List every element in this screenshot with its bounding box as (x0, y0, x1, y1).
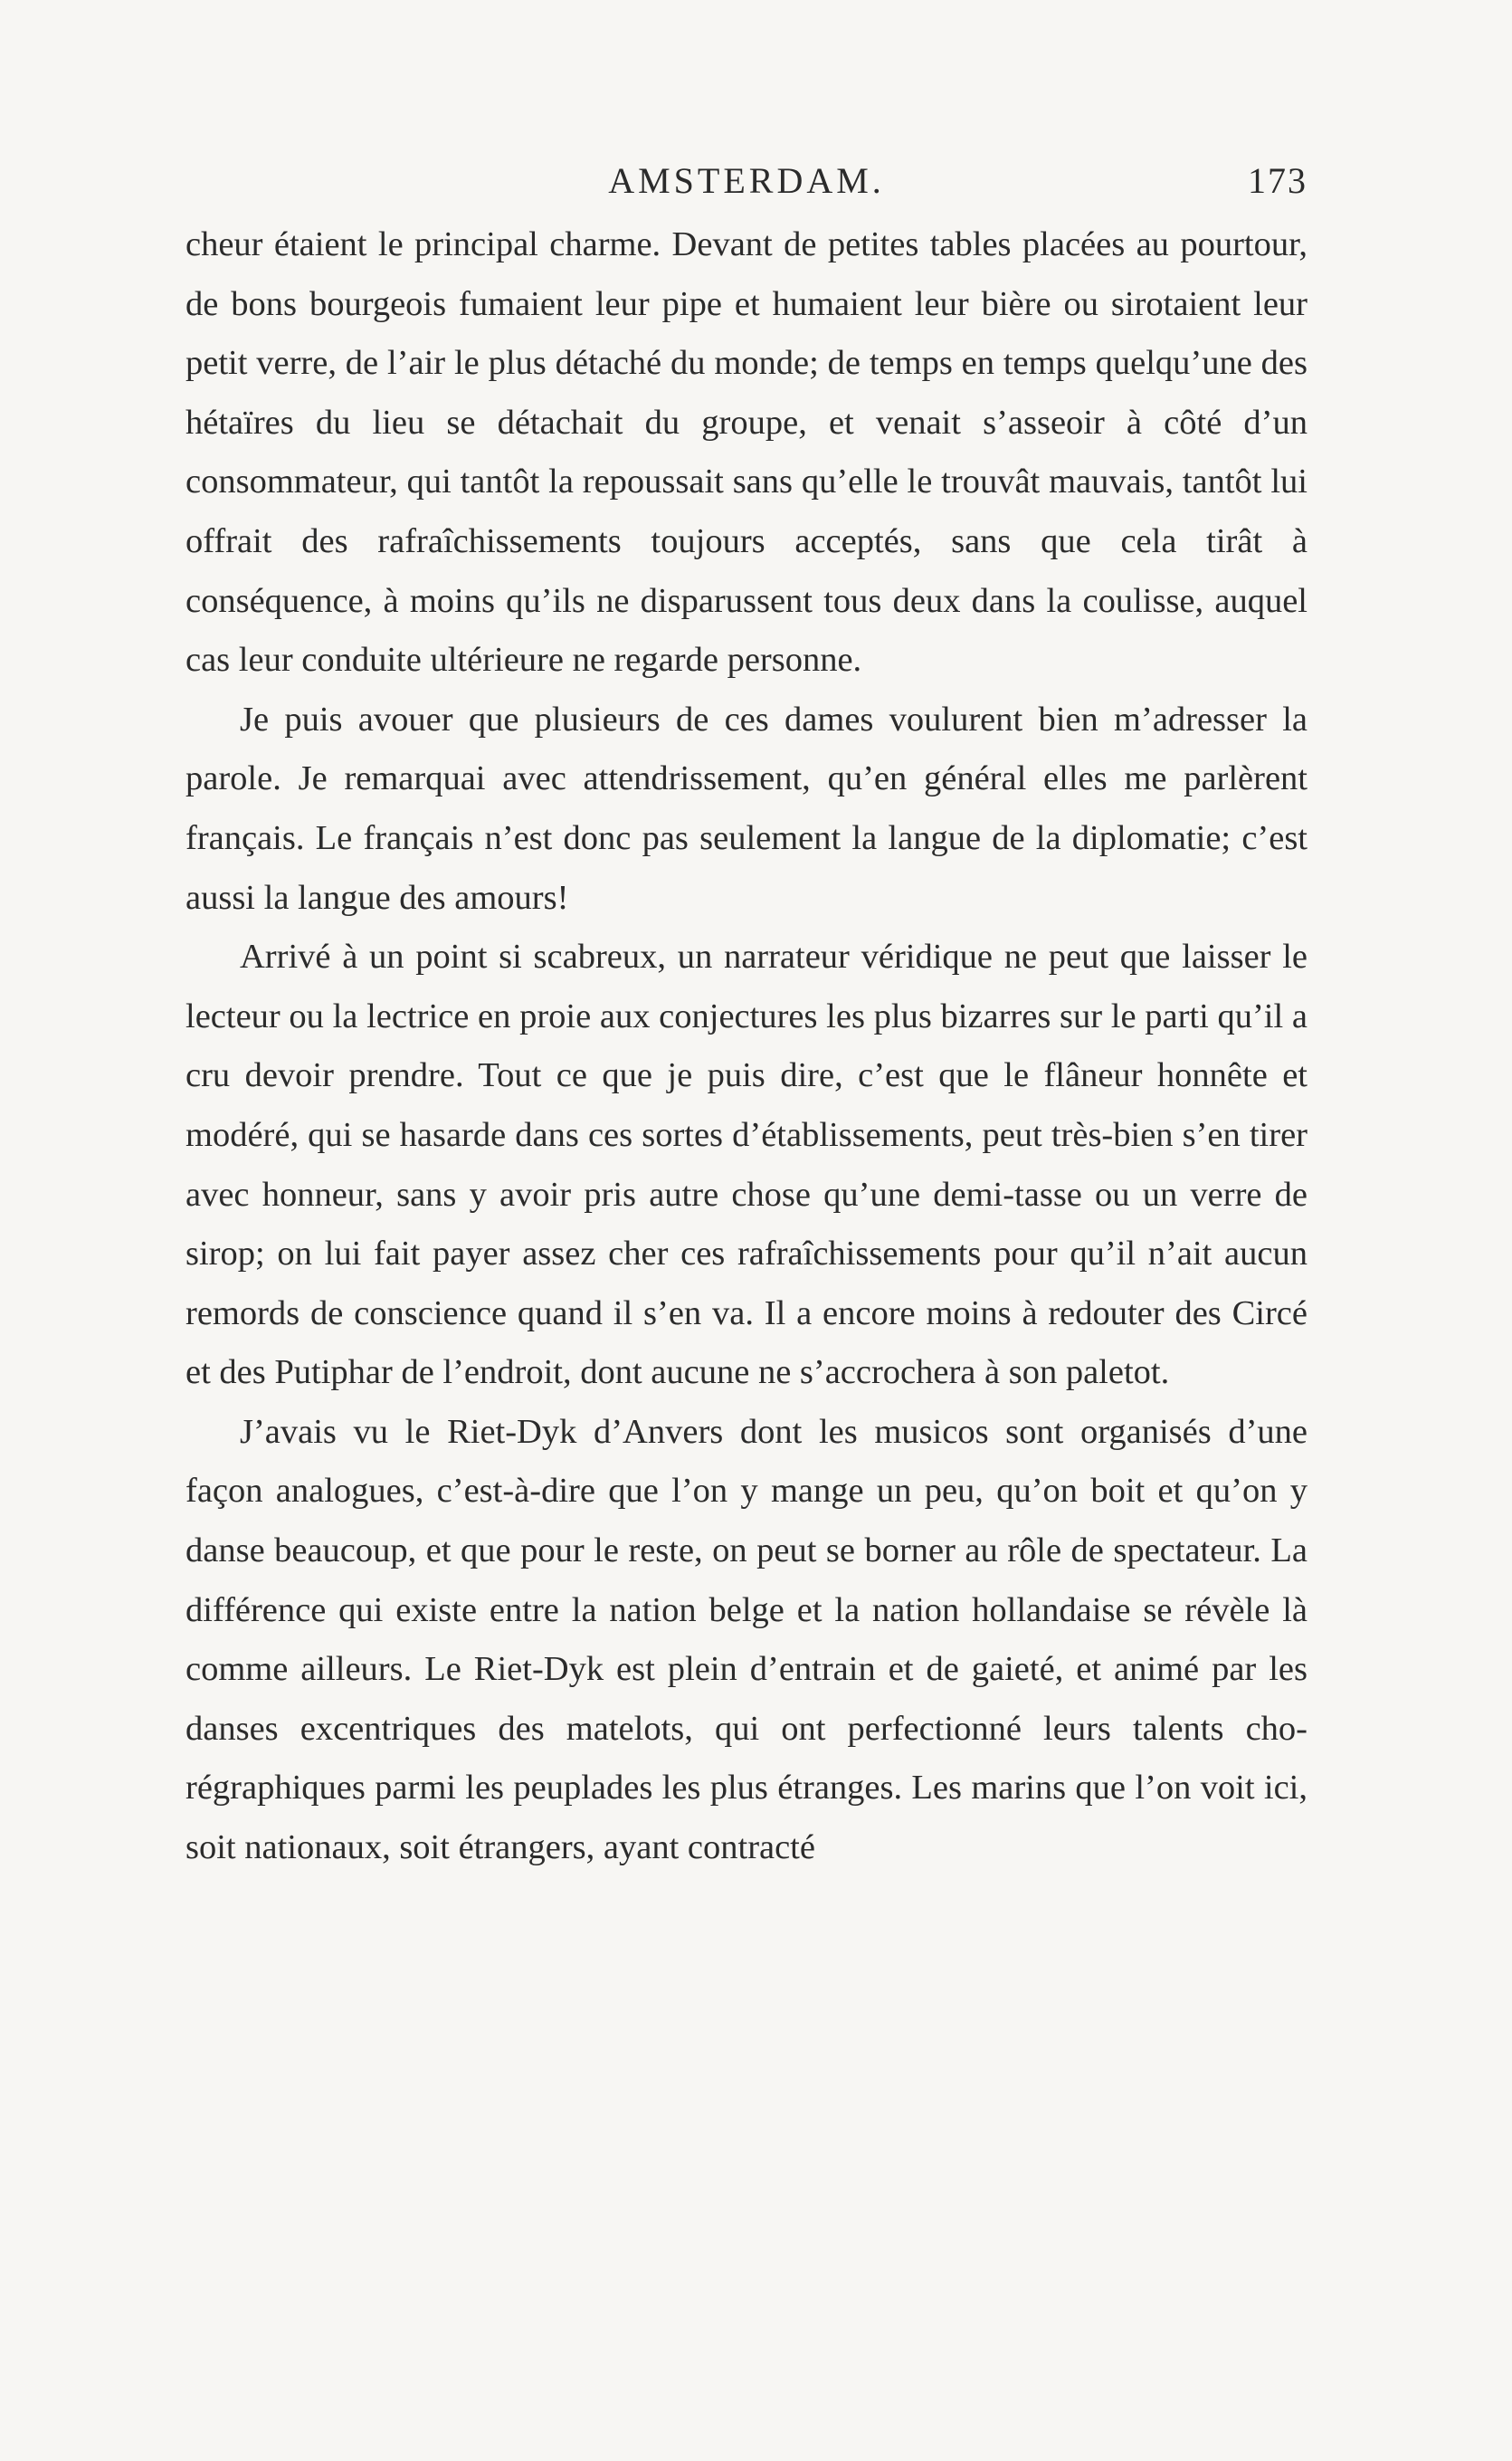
paragraph: Arrivé à un point si scabreux, un narrateur véridique ne peut que laisser le lecteur ou la lectrice en proie aux conjectures les plus bizarres sur le parti qu’il a cru devoir prendre. Tout ce que je puis dire, c’est que le flâneur honnête et modéré, qui se hasarde dans ces sortes d’établissements, peut très-bien s’en tirer avec honneur, sans y avoir pris autre chose qu’une demi-tasse ou un verre de sirop; on lui fait payer assez cher ces rafraîchissements pour qu’il n’ait aucun remords de conscience quand il s’en va. Il a encore moins à redouter des Circé et des Putiphar de l’endroit, dont aucune ne s’accrochera à son paletot. (185, 938, 1308, 1392)
body-text (185, 215, 1308, 1878)
running-title: AMSTERDAM. (608, 160, 885, 201)
paragraph: Je puis avouer que plusieurs de ces dames voulurent bien m’adresser la parole. Je remarquai avec attendrissement, qu’en général elles me parlèrent français. Le français n’est donc pas seulement la langue de la diplomatie; c’est aussi la langue des amours! (185, 700, 1308, 917)
running-head (185, 154, 1308, 208)
paragraph: J’avais vu le Riet-Dyk d’Anvers dont les musicos sont organisés d’une façon analogues, c’est-à-dire que l’on y mange un peu, qu’on boit et qu’on y danse beaucoup, et que pour le reste, on peut se borner au rôle de spectateur. La différence qui existe entre la nation belge et la nation hollandaise se révèle là comme ailleurs. Le Riet-Dyk est plein d’entrain et de gaieté, et animé par les danses excentriques des matelots, qui ont perfectionné leurs talents chorégraphiques parmi les peuplades les plus étranges. Les marins que l’on voit ici, soit nationaux, soit étrangers, ayant contracté (185, 1412, 1308, 1867)
paragraph-continuation: cheur étaient le principal charme. Devant de petites tables placées au pourtour, de bons bourgeois fumaient leur pipe et humaient leur bière ou sirotaient leur petit verre, de l’air le plus détaché du monde; de temps en temps quelqu’une des hétaïres du lieu se détachait du groupe, et venait s’asseoir à côté d’un consommateur, qui tantôt la repoussait sans qu’elle le trouvât mauvais, tantôt lui offrait des rafraîchissements toujours acceptés, sans que cela tirât à conséquence, à moins qu’ils ne disparussent tous deux dans la coulisse, auquel cas leur conduite ultérieure ne regarde personne. (185, 225, 1308, 680)
page-number: 173 (1248, 160, 1308, 201)
